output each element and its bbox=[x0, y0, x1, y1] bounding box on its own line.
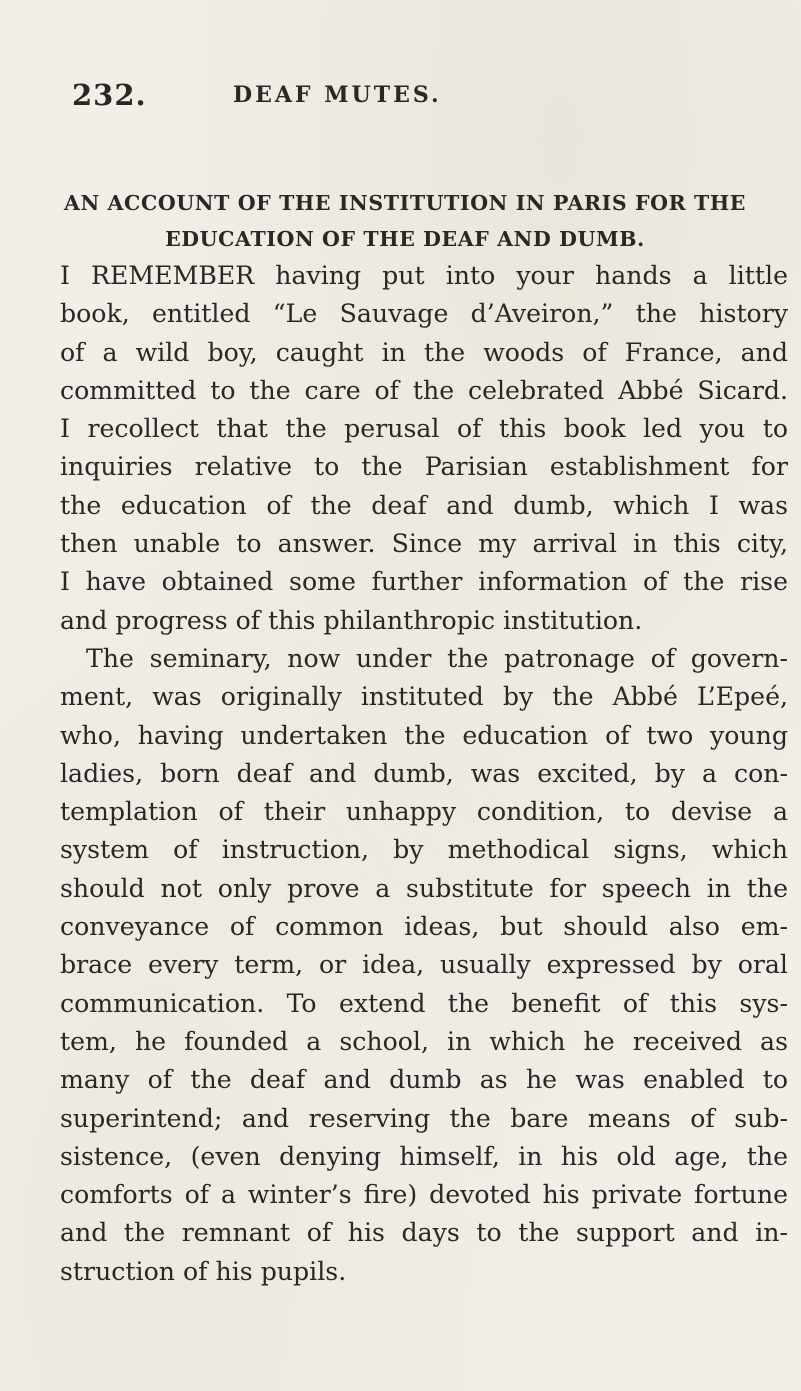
text-line: conveyance of common ideas, but should also em- bbox=[60, 912, 788, 942]
body-text bbox=[60, 257, 788, 1291]
text-line: inquiries relative to the Parisian establishment for bbox=[60, 452, 788, 482]
text-line: book, entitled “Le Sauvage d’Aveiron,” the history bbox=[60, 299, 788, 329]
text-line: I REMEMBER having put into your hands a little bbox=[60, 261, 788, 290]
text-line: should not only prove a substitute for speech in the bbox=[60, 873, 788, 903]
page-number: 232. bbox=[72, 78, 147, 112]
text-line: sistence, (even denying himself, in his old age, the bbox=[60, 1141, 788, 1171]
text-line: ladies, born deaf and dumb, was excited, by a con- bbox=[60, 758, 788, 788]
text-line: and progress of this philanthropic institution. bbox=[60, 605, 643, 635]
text-line: brace every term, or idea, usually expressed by oral bbox=[60, 950, 788, 980]
text-line: many of the deaf and dumb as he was enabled to bbox=[60, 1065, 788, 1095]
text-line: system of instruction, by methodical signs, which bbox=[60, 835, 788, 865]
heading-line-1: AN ACCOUNT OF THE INSTITUTION IN PARIS FOR THE bbox=[63, 191, 747, 215]
text-line: comforts of a winter’s fire) devoted his private fortune bbox=[60, 1180, 788, 1210]
text-line: I recollect that the perusal of this book led you to bbox=[60, 414, 788, 444]
text-line: The seminary, now under the patronage of govern- bbox=[86, 643, 788, 673]
text-line: tem, he founded a school, in which he received as bbox=[60, 1026, 788, 1056]
running-title: DEAF MUTES. bbox=[233, 82, 442, 108]
text-line: ment, was originally instituted by the Abbé L’Epeé, bbox=[60, 682, 788, 712]
text-line: who, having undertaken the education of two young bbox=[60, 720, 788, 750]
chapter-heading bbox=[20, 185, 790, 257]
text-line: superintend; and reserving the bare means of sub- bbox=[60, 1103, 788, 1133]
text-line: communication. To extend the benefit of this sys- bbox=[60, 988, 788, 1018]
running-head bbox=[72, 78, 772, 118]
heading-line-2: EDUCATION OF THE DEAF AND DUMB. bbox=[165, 227, 645, 251]
text-line: then unable to answer. Since my arrival in this city, bbox=[60, 529, 788, 559]
text-line: the education of the deaf and dumb, which I was bbox=[60, 490, 788, 520]
text-line: and the remnant of his days to the support and in- bbox=[60, 1218, 788, 1248]
text-line: I have obtained some further information of the rise bbox=[60, 567, 788, 597]
text-line: templation of their unhappy condition, to devise a bbox=[60, 797, 788, 827]
text-line: of a wild boy, caught in the woods of France, and bbox=[60, 337, 788, 367]
text-line: committed to the care of the celebrated Abbé Sicard. bbox=[60, 375, 788, 405]
text-line: struction of his pupils. bbox=[60, 1256, 347, 1286]
